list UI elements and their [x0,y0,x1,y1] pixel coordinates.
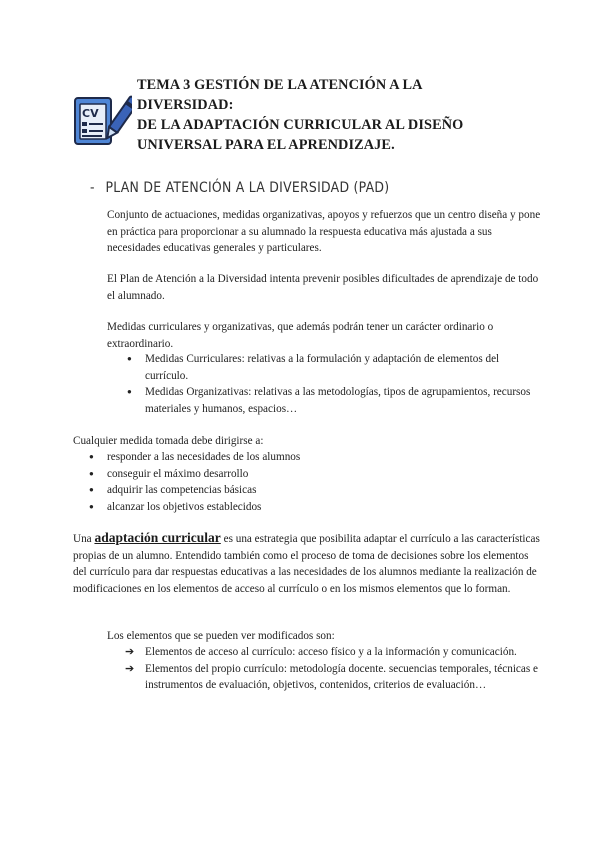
section-heading [90,180,389,196]
list-item: ● conseguir el máximo desarrollo [107,466,537,483]
paragraph-objetivos-intro: Cualquier medida tomada debe dirigirse a: [73,435,264,447]
section-heading-text: PLAN DE ATENCIÓN A LA DIVERSIDAD (PAD) [105,180,390,196]
list-item: ● Medidas Curriculares: relativas a la formulación y adaptación de elementos del currículo. [127,353,500,382]
bullet-dot: ● [127,354,132,363]
cv-document-icon [72,92,132,150]
elementos-list [125,644,545,694]
title-line-2: DIVERSIDAD: [137,97,234,113]
paragraph-elementos-intro: Los elementos que se pueden ver modificados son: [107,630,335,642]
section-bullet: - [90,180,95,196]
paragraph-pad-purpose: El Plan de Atención a la Diversidad intenta prevenir posibles dificultades de aprendizaje de todo el alumnado. [107,273,539,302]
paragraph-definition: Conjunto de actuaciones, medidas organizativas, apoyos y refuerzos que un centro diseña y pone en práctica para proporcionar a su alumnado la respuesta educativa más ajustada a sus necesidades educativas generales y particulares. [107,209,541,254]
bullet-dot: ● [89,501,94,511]
bullet-dot: ● [89,468,94,478]
list-item: ➔ Elementos de acceso al currículo: acceso físico y a la información y comunicación. [145,644,545,661]
bullet-dot: ● [89,485,94,494]
paragraph-medidas: Medidas curriculares y organizativas, que además podrán tener un carácter ordinario o extraordinario. [107,321,494,350]
medidas-list [127,351,545,417]
list-item: ➔ Elementos del propio currículo: metodología docente. secuencias temporales, técnicas e instrumentos de evaluación, objetivos, contenidos, criterios de evaluación… [125,662,538,691]
bullet-dot: ● [89,452,94,461]
title-line-3: DE LA ADAPTACIÓN CURRICULAR AL DISEÑO [137,117,464,133]
arrow-icon: ➔ [125,662,135,675]
list-item: ● Medidas Organizativas: relativas a las metodologías, tipos de agrupamientos, recursos materiales y humanos, espacios… [127,386,531,415]
objetivos-list [89,449,537,515]
bullet-dot: ● [127,387,132,396]
page-title [137,75,557,155]
list-item: ● responder a las necesidades de los alumnos [107,449,537,466]
title-line-1: TEMA 3 GESTIÓN DE LA ATENCIÓN A LA [137,77,423,93]
title-line-4: UNIVERSAL PARA EL APRENDIZAJE. [137,137,395,153]
keyword-adaptacion-curricular: adaptación curricular [94,530,221,545]
list-item: ● alcanzar los objetivos establecidos [107,499,537,516]
paragraph-adaptacion: Una adaptación curricular es una estrategia que posibilita adaptar el currículo a las características propias de un alumno. Entendido también como el proceso de toma de decisiones sobre los elementos del currículo para dar respuestas educativas a las necesidades de los alumnos mediante la realización de modificaciones en los elementos de acceso al currículo o en los mismos elementos que lo forman. [73,530,540,595]
list-item: ● adquirir las competencias básicas [107,482,537,499]
arrow-icon: ➔ [125,646,135,658]
cv-label: CV [82,107,99,120]
